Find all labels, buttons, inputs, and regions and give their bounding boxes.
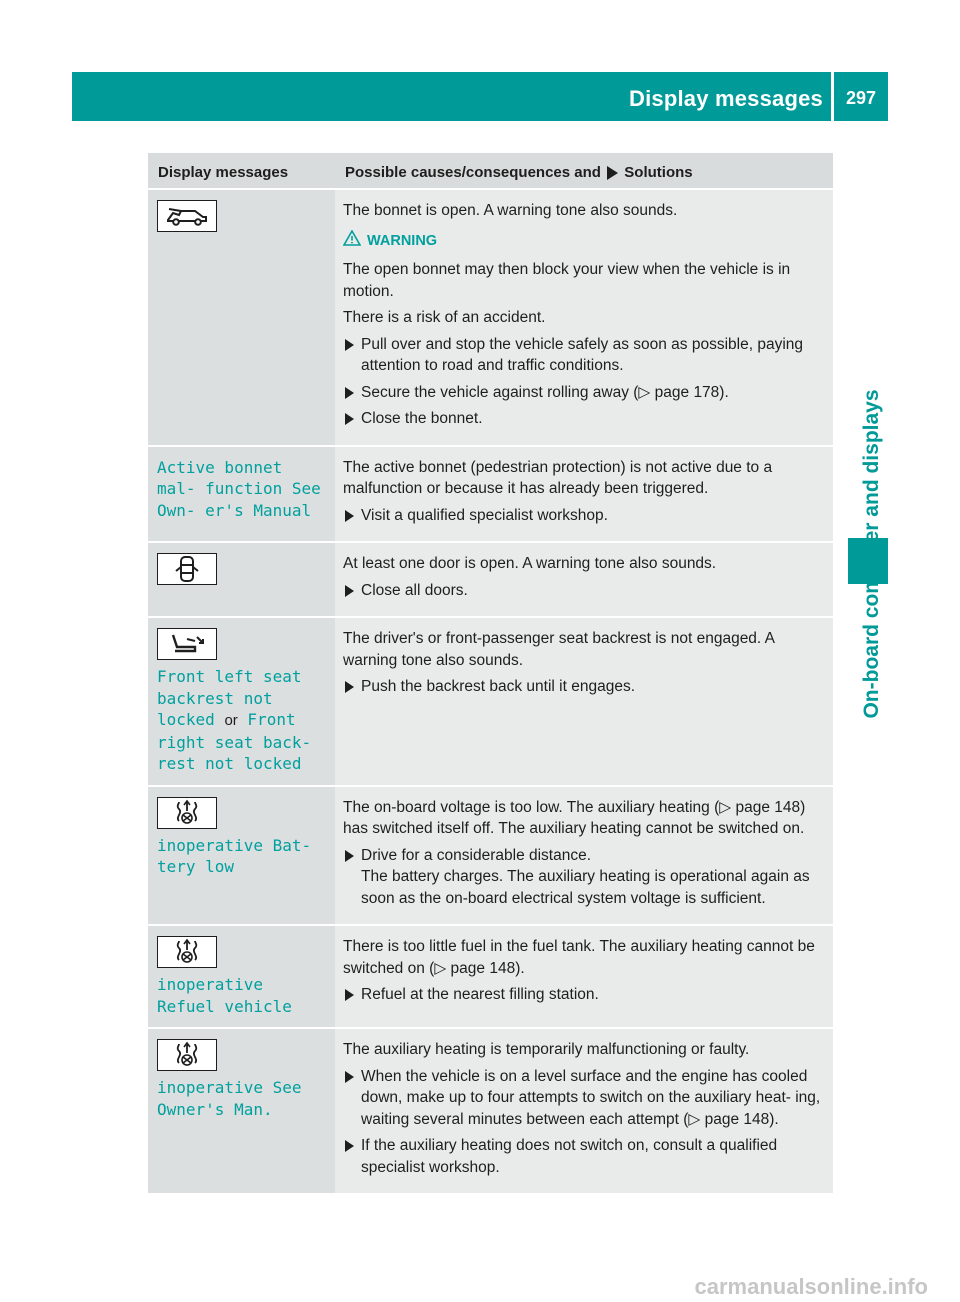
- solution-step: [343, 408, 827, 430]
- step-arrow-icon: [345, 989, 354, 1001]
- step-arrow-icon: [345, 1071, 354, 1083]
- message-code: Active bonnet mal‑ function See Own‑ er's Manual: [157, 457, 321, 520]
- step-text: Close the bonnet.: [361, 410, 483, 427]
- solution-step: [343, 580, 827, 602]
- paragraph: The on-board voltage is too low. The auxiliary heating (▷ page 148) has switched itself off. The auxiliary heating cannot be switched on.: [343, 798, 806, 837]
- step-text: Push the backrest back until it engages.: [361, 678, 635, 695]
- table-row: [148, 1028, 833, 1193]
- paragraph: The driver's or front-passenger seat backrest is not engaged. A warning tone also sounds.: [343, 630, 775, 669]
- solution-step: [343, 676, 827, 698]
- bonnet-open-icon: [157, 200, 217, 232]
- step-text: Secure the vehicle against rolling away (▷ page 178).: [361, 383, 729, 401]
- step-arrow-icon: [345, 1140, 354, 1152]
- display-message-cell: [148, 925, 335, 1028]
- step-arrow-icon: [345, 850, 354, 862]
- solution-cell: [335, 446, 833, 543]
- step-text: Close all doors.: [361, 581, 468, 599]
- step-result-text: The battery charges. The auxiliary heating is operational again as soon as the on-board electrical system voltage is sufficient.: [361, 868, 810, 907]
- message-code: Front left seat backrest not locked: [157, 667, 302, 729]
- display-message-text: [157, 974, 327, 1017]
- display-message-text: [157, 457, 327, 522]
- table-row: [148, 617, 833, 786]
- table-row: [148, 786, 833, 926]
- warning-label: WARNING: [367, 232, 438, 249]
- step-text: Visit a qualified specialist workshop.: [361, 506, 608, 524]
- step-arrow-icon: [345, 387, 354, 399]
- column-header-solutions-label: Solutions: [624, 164, 693, 181]
- step-arrow-icon: [345, 681, 354, 693]
- solution-step: [343, 1135, 827, 1178]
- solution-cell: [335, 1028, 833, 1193]
- step-text: Refuel at the nearest filling station.: [361, 986, 599, 1003]
- seat-backrest-icon: [157, 628, 217, 660]
- paragraph: The bonnet is open. A warning tone also sounds.: [343, 202, 678, 219]
- step-arrow-icon: [345, 510, 354, 522]
- door-open-icon: [157, 553, 217, 585]
- message-code: inoperative See Owner's Man.: [157, 1078, 302, 1119]
- step-text: Drive for a considerable distance.: [361, 846, 592, 864]
- page-number: 297: [845, 88, 877, 108]
- display-message-text: [157, 1077, 327, 1120]
- paragraph: The open bonnet may then block your view when the vehicle is in motion.: [343, 261, 791, 300]
- paragraph: There is a risk of an accident.: [343, 309, 546, 326]
- watermark: carmanualsonline.info: [694, 1274, 928, 1299]
- display-message-text: [157, 835, 327, 878]
- display-messages-table: [148, 153, 833, 1193]
- table-row: [148, 189, 833, 446]
- solution-step: [343, 334, 827, 377]
- display-message-cell: [148, 446, 335, 543]
- step-text: When the vehicle is on a level surface and the engine has cooled down, make up to four attempts to switch on the auxiliary heat- ing, waiting several minutes between each attempt (▷ page 148).: [361, 1067, 821, 1128]
- display-message-cell: [148, 617, 335, 786]
- paragraph: The auxiliary heating is temporarily malfunctioning or faulty.: [343, 1041, 750, 1058]
- solution-step: [343, 382, 827, 404]
- display-message-cell: [148, 542, 335, 617]
- display-message-text: [157, 666, 327, 775]
- message-code: inoperative Refuel vehicle: [157, 975, 292, 1016]
- section-marker-block: [848, 538, 888, 584]
- message-code-alt: Front right seat back‑ rest not locked: [157, 710, 312, 773]
- solution-step: [343, 505, 827, 527]
- table-row: [148, 542, 833, 617]
- page-title: Display messages: [629, 86, 823, 111]
- auxiliary-heating-icon: [157, 936, 217, 968]
- solution-cell: [335, 542, 833, 617]
- auxiliary-heating-icon: [157, 1039, 217, 1071]
- or-label: or: [224, 712, 238, 729]
- step-text: If the auxiliary heating does not switch on, consult a qualified specialist workshop.: [361, 1137, 778, 1176]
- warning-heading: [343, 230, 827, 254]
- solution-cell: [335, 925, 833, 1028]
- paragraph: At least one door is open. A warning tone also sounds.: [343, 555, 717, 572]
- column-header-solutions: [335, 153, 833, 189]
- paragraph: There is too little fuel in the fuel tank. The auxiliary heating cannot be switched on (▷ page 148).: [343, 938, 815, 977]
- arrow-icon: [607, 166, 618, 180]
- step-arrow-icon: [345, 585, 354, 597]
- solution-step: [343, 845, 827, 910]
- table-body: [148, 189, 833, 1193]
- solution-cell: [335, 189, 833, 446]
- solution-step: [343, 984, 827, 1006]
- paragraph: The active bonnet (pedestrian protection) is not active due to a malfunction or because it has already been triggered.: [343, 458, 773, 497]
- step-text: Pull over and stop the vehicle safely as soon as possible, paying attention to road and traffic conditions.: [361, 335, 804, 374]
- solution-cell: [335, 786, 833, 926]
- column-header-display-messages: Display messages: [148, 153, 335, 189]
- message-code: inoperative Bat‑ tery low: [157, 835, 312, 876]
- auxiliary-heating-icon: [157, 797, 217, 829]
- solution-step: [343, 1066, 827, 1131]
- display-message-cell: [148, 189, 335, 446]
- step-arrow-icon: [345, 339, 354, 351]
- step-arrow-icon: [345, 413, 354, 425]
- column-header-causes: Possible causes/consequences and: [345, 164, 601, 181]
- display-message-cell: [148, 1028, 335, 1193]
- solution-cell: [335, 617, 833, 786]
- table-row: [148, 446, 833, 543]
- table-row: [148, 925, 833, 1028]
- warning-triangle-icon: [343, 230, 361, 254]
- display-message-cell: [148, 786, 335, 926]
